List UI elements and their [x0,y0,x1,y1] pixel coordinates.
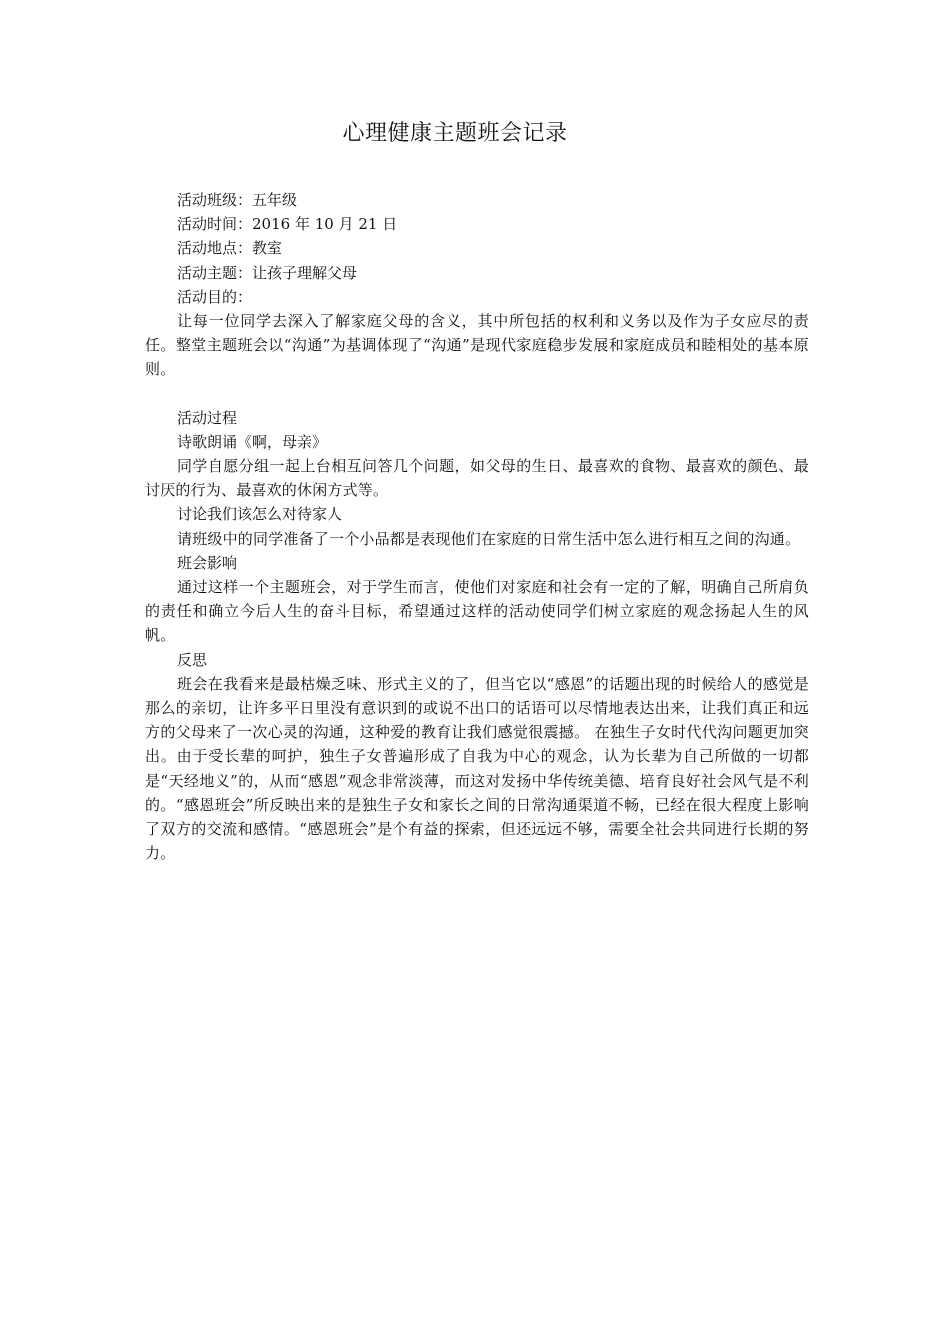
discuss-heading: 讨论我们该怎么对待家人 [177,505,343,524]
info-place: 活动地点：教室 [177,239,283,258]
process-heading: 活动过程 [177,408,238,427]
discuss-paragraph: 请班级中的同学准备了一个小品都是表现他们在家庭的日常生活中怎么进行相互之间的沟通。 [177,529,801,548]
impact-heading: 班会影响 [177,553,238,572]
info-purpose-label: 活动目的： [177,287,253,306]
reflection-heading: 反思 [177,650,208,669]
reflection-paragraph: 班会在我看来是最枯燥乏味、形式主义的了，但当它以“感恩”的话题出现的时候给人的感觉是那么的亲切，让许多平日里没有意识到的或说不出口的话语可以尽情地表达出来，让我们真正和远方的父母来了一次心灵的沟通，这种爱的教育让我们感觉很震撼。 在独生子女时代代沟问题更加突出。由于受长辈的呵护，独生子女普遍形成了自我为中心的观念，认为长辈为自己所做的一切都是“天经地义”的，从而“感恩”观念非常淡薄，而这对发扬中华传统美德、培育良好社会风气是不利的。“感恩班会”所反映出来的是独生子女和家长之间的日常沟通渠道不畅，已经在很大程度上影响了双方的交流和感情。“感恩班会”是个有益的探索，但还远远不够，需要全社会共同进行长期的努力。 [145,674,809,863]
purpose-paragraph: 让每一位同学去深入了解家庭父母的含义，其中所包括的权利和义务以及作为子女应尽的责任。整堂主题班会以“沟通”为基调体现了“沟通”是现代家庭稳步发展和家庭成员和睦相处的基本原则。 [145,312,809,379]
impact-paragraph: 通过这样一个主题班会，对于学生而言，使他们对家庭和社会有一定的了解，明确自己所肩负的责任和确立今后人生的奋斗目标，希望通过这样的活动使同学们树立家庭的观念扬起人生的风帆。 [145,578,809,645]
info-theme: 活动主题：让孩子理解父母 [177,263,358,282]
document-body [145,188,809,865]
qa-paragraph: 同学自愿分组一起上台相互问答几个问题，如父母的生日、最喜欢的食物、最喜欢的颜色、最讨厌的行为、最喜欢的休闲方式等。 [145,457,809,500]
info-class: 活动班级：五年级 [177,191,298,209]
info-time: 活动时间：2016 年 10 月 21 日 [177,215,398,234]
poem-heading: 诗歌朗诵《啊，母亲》 [177,432,328,451]
section-gap [145,382,809,406]
page-title: 心理健康主题班会记录 [342,121,568,146]
